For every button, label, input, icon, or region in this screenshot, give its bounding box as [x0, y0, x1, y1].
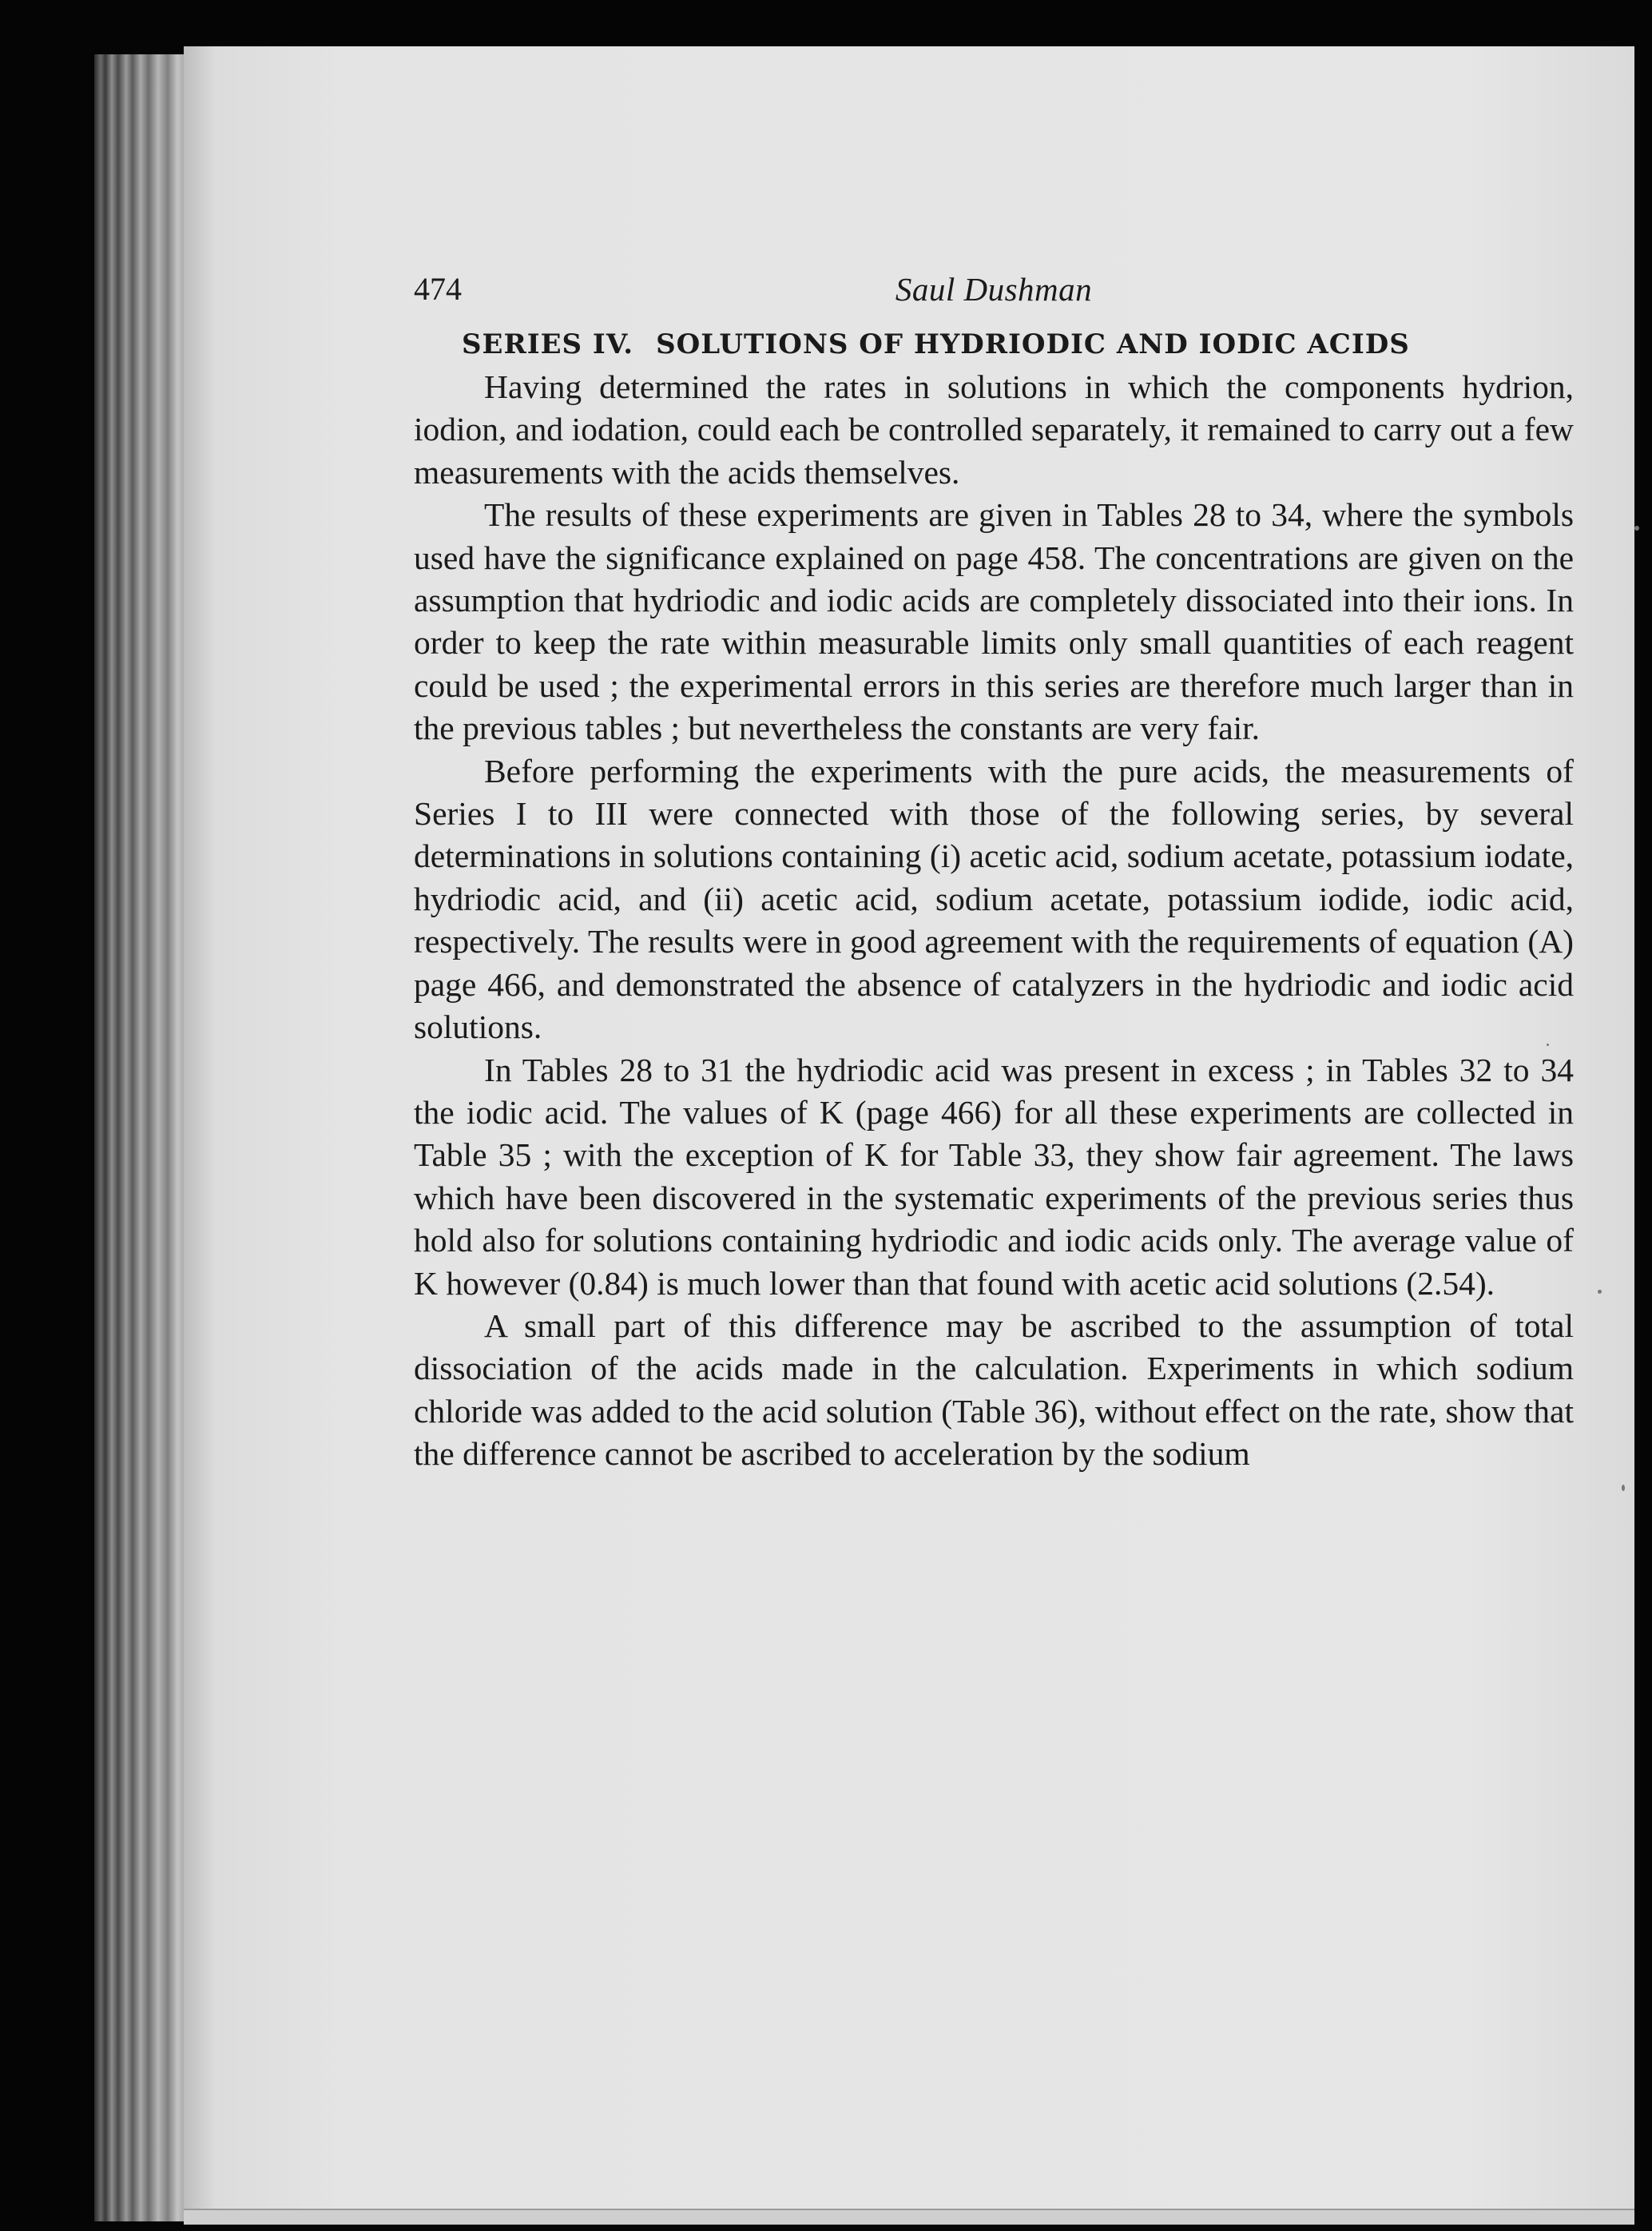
paragraph-2: The results of these experiments are given in Tables 28 to 34, where the symbols used have the significance explained on page 458. The concentrations are given on the assumption that hydriodic and iodic acids are completely dissociated into their ions. In order to keep the rate within measurable limits only small quantities of each reagent could be used ; the experimental errors in this series are therefore much larger than in the previous tables ; but nevertheless the constants are very fair. [414, 496, 1574, 747]
running-head-author: Saul Dushman [895, 271, 1093, 308]
section-series-label: SERIES IV. [462, 328, 634, 360]
running-head [414, 256, 1574, 323]
section-heading [462, 323, 1574, 366]
book-binding-edge [94, 54, 189, 2221]
paragraph-1: Having determined the rates in solutions in which the components hydrion, iodion, and iodation, could each be controlled separately, it remained to carry out a few measurements with the acids themselves. [414, 368, 1574, 491]
paragraph-4: In Tables 28 to 31 the hydriodic acid was present in excess ; in Tables 32 to 34 the iodic acid. The values of K (page 466) for all these experiments are collected in Table 35 ; with the exception of K for Table 33, they show fair agreement. The laws which have been discovered in the systematic experiments of the previous series thus hold also for solutions containing hydriodic and iodic acids only. The average value of K however (0.84) is much lower than that found with acetic acid solutions (2.54). [414, 1051, 1574, 1302]
page-text-block [414, 256, 1574, 1476]
paragraph-5: A small part of this difference may be ascribed to the assumption of total dissociation of the acids made in the calculation. Experiments in which sodium chloride was added to the acid solution (Table 36), without effect on the rate, show that the difference cannot be ascribed to acceleration by the sodium [414, 1306, 1574, 1473]
section-title: SOLUTIONS OF HYDRIODIC AND IODIC ACIDS [656, 328, 1410, 360]
page-bottom-edge [184, 2209, 1634, 2225]
paragraph-3: Before performing the experiments with the pure acids, the measurements of Series I to III were connected with those of the following series, by several determinations in solutions containing (i) acetic acid, sodium acetate, potassium iodate, hydriodic acid, and (ii) acetic acid, sodium acetate, potassium iodide, iodic acid, respectively. The results were in good agreement with the requirements of equation (A) page 466, and demonstrated the absence of catalyzers in the hydriodic and iodic acid solutions. [414, 752, 1574, 1046]
book-page [184, 46, 1634, 2225]
page-number: 474 [414, 271, 462, 307]
